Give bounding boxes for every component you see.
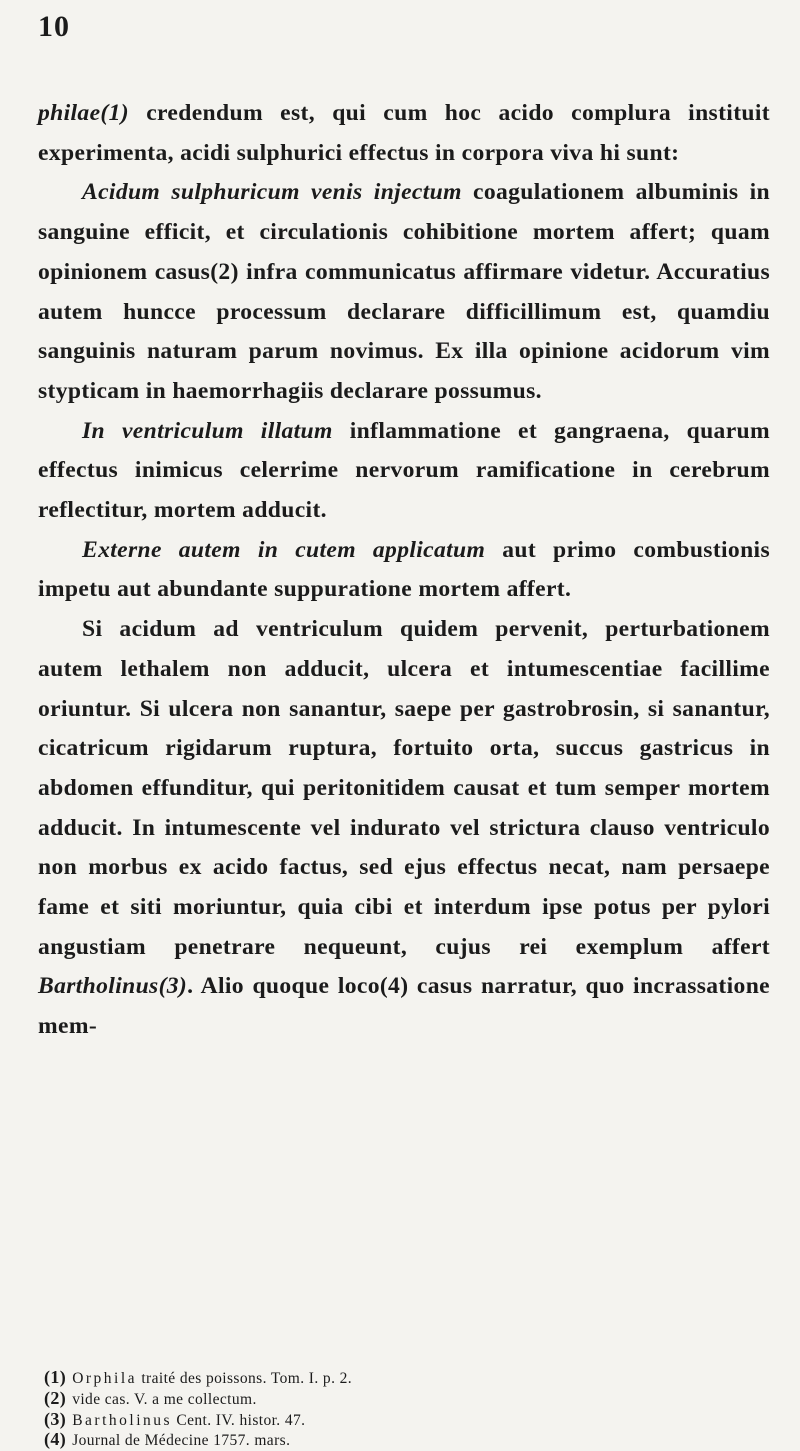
paragraph-3 [38,412,770,531]
footnote-2 [44,1389,764,1410]
footnote-number: (2) [44,1387,67,1408]
footnote-author: Bartholinus [72,1411,173,1429]
text-italic: Acidum sulphuricum venis injectum [82,179,462,206]
text: credendum est, qui cum hoc acido complura instituit experimenta, acidi sulphurici effectus in corpora viva hi sunt: [38,100,770,166]
paragraph-1 [38,94,770,173]
text: aut primo combustionis impetu aut abundante suppuratione mortem affert. [38,536,770,603]
footnote-number: (1) [44,1367,67,1387]
paragraph-4 [38,531,770,610]
footnote-number: (4) [44,1429,67,1450]
footnote-4 [44,1430,764,1451]
text: Si acidum ad ventriculum quidem pervenit, perturbationem autem lethalem non adducit, ulcera et intumescentiae facillime oriuntur. Si ulcera non sanantur, saepe per gastrobrosin, si sanantur, cicatricum rigidarum ruptura, fortuito orta, succus gastricus in abdomen effunditur, qui peritonitidem causat et tum semper mortem adducit. In intumescente vel indurato vel strictura clauso ventriculo non morbus ex acido factus, sed ejus effectus necat, nam persaepe fame et siti moriuntur, quia cibi et interdum ipse potus per pylori angustiam penetrare nequeunt, cujus rei exemplum affert [38,616,770,960]
text-italic: In ventriculum illatum [82,417,333,444]
text-italic: Bartholinus(3) [38,973,188,1000]
footnote-text: vide cas. V. a me collectum. [72,1390,257,1408]
footnote-text: traité des poissons. Tom. I. p. 2. [141,1370,353,1387]
footnote-3 [44,1410,764,1431]
page-number: 10 [38,10,70,43]
footnote-text: Cent. IV. histor. 47. [176,1411,306,1429]
footnote-author: Orphila [72,1370,138,1387]
footnotes [44,1368,764,1451]
footnote-number: (3) [44,1408,67,1429]
text: . Alio quoque loco(4) casus narratur, quo incrassatione mem- [38,973,770,1040]
text: inflammatione et gangraena, quarum effectus inimicus celerrime nervorum ramificatione in cerebrum reflectitur, mortem adducit. [38,417,771,524]
footnote-1 [44,1368,764,1389]
footnote-text: Journal de Médecine 1757. mars. [72,1432,291,1450]
paragraph-5 [38,610,770,1047]
body-text [38,94,770,1047]
text: coagulationem albuminis in sanguine efficit, et circulationis cohibitione mortem affert; quam opinionem casus(2) infra communicatus affirmare videtur. Accuratius autem huncce processum declarare difficillimum est, quamdiu sanguinis naturam parum novimus. Ex illa opinione acidorum vim stypticam in haemorrhagiis declarare possumus. [38,179,770,404]
paragraph-2 [38,173,770,411]
text-italic: philae(1) [38,100,129,126]
text-italic: Externe autem in cutem applicatum [82,536,486,563]
